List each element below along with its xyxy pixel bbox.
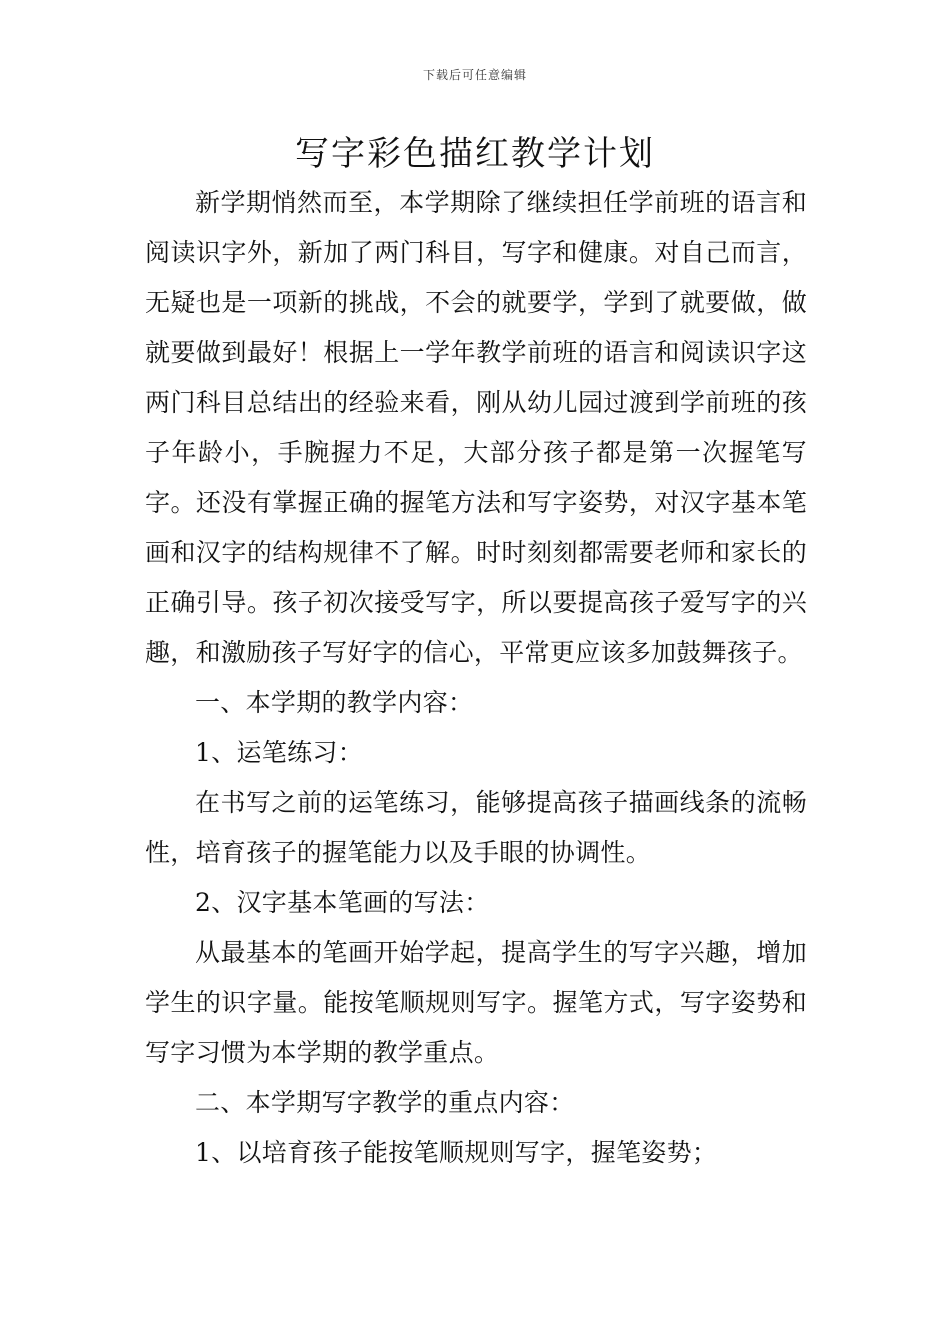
subheading-1-1: 1、运笔练习： — [195, 738, 364, 767]
paragraph-1-2: 从最基本的笔画开始学起，提高学生的写字兴趣，增加学生的识字量。能按笔顺规则写字。握笔方式，写字姿势和写字习惯为本学期的教学重点。 — [145, 938, 807, 1067]
paragraph-intro: 新学期悄然而至，本学期除了继续担任学前班的语言和阅读识字外，新加了两门科目，写字和健康。对自己而言，无疑也是一项新的挑战，不会的就要学，学到了就要做，做就要做到最好！根据上一学年教学前班的语言和阅读识字这两门科目总结出的经验来看，刚从幼儿园过渡到学前班的孩子年龄小，手腕握力不足，大部分孩子都是第一次握笔写字。还没有掌握正确的握笔方法和写字姿势，对汉字基本笔画和汉字的结构规律不了解。时时刻刻都需要老师和家长的正确引导。孩子初次接受写字，所以要提高孩子爱写字的兴趣，和激励孩子写好字的信心，平常更应该多加鼓舞孩子。 — [145, 188, 807, 667]
header-note: 下载后可任意编辑 — [422, 68, 527, 82]
paragraph-1-1: 在书写之前的运笔练习，能够提高孩子描画线条的流畅性，培育孩子的握笔能力以及手眼的协调性。 — [145, 788, 807, 867]
section-heading-2: 二、本学期写字教学的重点内容： — [195, 1088, 575, 1117]
document-body — [145, 178, 807, 1178]
document-title: 写字彩色描红教学计划 — [295, 134, 655, 174]
section-heading-1: 一、本学期的教学内容： — [195, 688, 474, 717]
subheading-2-1: 1、以培育孩子能按笔顺规则写字，握笔姿势； — [195, 1138, 718, 1167]
subheading-1-2: 2、汉字基本笔画的写法： — [195, 888, 490, 917]
